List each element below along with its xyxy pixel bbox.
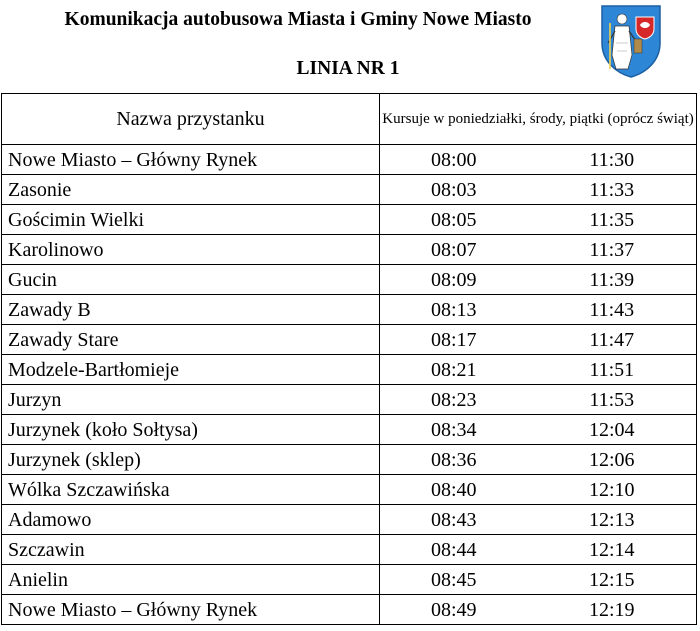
stop-name: Gościmin Wielki bbox=[2, 205, 380, 235]
table-row bbox=[2, 595, 697, 625]
stop-name: Zasonie bbox=[2, 175, 380, 205]
table-row bbox=[2, 355, 697, 385]
departure-time-1: 08:09 bbox=[380, 265, 528, 295]
departure-time-2: 11:35 bbox=[528, 205, 697, 235]
table-row bbox=[2, 145, 697, 175]
table-row bbox=[2, 535, 697, 565]
departure-time-2: 11:43 bbox=[528, 295, 697, 325]
stop-name: Gucin bbox=[2, 265, 380, 295]
departure-time-1: 08:07 bbox=[380, 235, 528, 265]
departure-time-2: 12:14 bbox=[528, 535, 697, 565]
table-row bbox=[2, 295, 697, 325]
table-row bbox=[2, 415, 697, 445]
stop-name: Anielin bbox=[2, 565, 380, 595]
table-header-row bbox=[2, 94, 697, 145]
table-row bbox=[2, 565, 697, 595]
table-row bbox=[2, 205, 697, 235]
departure-time-2: 12:04 bbox=[528, 415, 697, 445]
stop-name: Zawady B bbox=[2, 295, 380, 325]
stop-name: Adamowo bbox=[2, 505, 380, 535]
departure-time-1: 08:49 bbox=[380, 595, 528, 625]
stop-name: Szczawin bbox=[2, 535, 380, 565]
departure-time-2: 11:37 bbox=[528, 235, 697, 265]
departure-time-1: 08:13 bbox=[380, 295, 528, 325]
stop-name: Nowe Miasto – Główny Rynek bbox=[2, 595, 380, 625]
departure-time-2: 11:47 bbox=[528, 325, 697, 355]
stop-name: Wólka Szczawińska bbox=[2, 475, 380, 505]
page-title: Komunikacja autobusowa Miasta i Gminy Nowe Miasto bbox=[64, 9, 532, 30]
departure-time-2: 12:13 bbox=[528, 505, 697, 535]
departure-time-2: 12:15 bbox=[528, 565, 697, 595]
departure-time-2: 12:10 bbox=[528, 475, 697, 505]
departure-time-2: 11:33 bbox=[528, 175, 697, 205]
table-row bbox=[2, 235, 697, 265]
table-row bbox=[2, 445, 697, 475]
table-row bbox=[2, 175, 697, 205]
table-row bbox=[2, 475, 697, 505]
departure-time-1: 08:00 bbox=[380, 145, 528, 175]
stop-name: Nowe Miasto – Główny Rynek bbox=[2, 145, 380, 175]
departure-time-2: 12:06 bbox=[528, 445, 697, 475]
departure-time-1: 08:21 bbox=[380, 355, 528, 385]
departure-time-1: 08:44 bbox=[380, 535, 528, 565]
departure-time-1: 08:45 bbox=[380, 565, 528, 595]
departure-time-1: 08:43 bbox=[380, 505, 528, 535]
stop-name: Jurzynek (koło Sołtysa) bbox=[2, 415, 380, 445]
departure-time-2: 11:53 bbox=[528, 385, 697, 415]
departure-time-2: 11:39 bbox=[528, 265, 697, 295]
coat-of-arms-icon bbox=[598, 3, 664, 79]
departure-time-1: 08:34 bbox=[380, 415, 528, 445]
table-row bbox=[2, 325, 697, 355]
table-row bbox=[2, 505, 697, 535]
departure-time-2: 11:30 bbox=[528, 145, 697, 175]
departure-time-1: 08:36 bbox=[380, 445, 528, 475]
table-row bbox=[2, 265, 697, 295]
stop-name: Karolinowo bbox=[2, 235, 380, 265]
departure-time-1: 08:40 bbox=[380, 475, 528, 505]
departure-time-1: 08:05 bbox=[380, 205, 528, 235]
stop-name: Jurzynek (sklep) bbox=[2, 445, 380, 475]
column-header-stop: Nazwa przystanku bbox=[2, 94, 380, 145]
line-number: LINIA NR 1 bbox=[296, 58, 400, 79]
departure-time-1: 08:17 bbox=[380, 325, 528, 355]
departure-time-2: 11:51 bbox=[528, 355, 697, 385]
departure-time-1: 08:03 bbox=[380, 175, 528, 205]
stop-name: Jurzyn bbox=[2, 385, 380, 415]
timetable bbox=[1, 93, 697, 625]
table-row bbox=[2, 385, 697, 415]
departure-time-1: 08:23 bbox=[380, 385, 528, 415]
departure-time-2: 12:19 bbox=[528, 595, 697, 625]
column-header-schedule: Kursuje w poniedziałki, środy, piątki (oprócz świąt) bbox=[380, 94, 697, 145]
stop-name: Modzele-Bartłomieje bbox=[2, 355, 380, 385]
stop-name: Zawady Stare bbox=[2, 325, 380, 355]
